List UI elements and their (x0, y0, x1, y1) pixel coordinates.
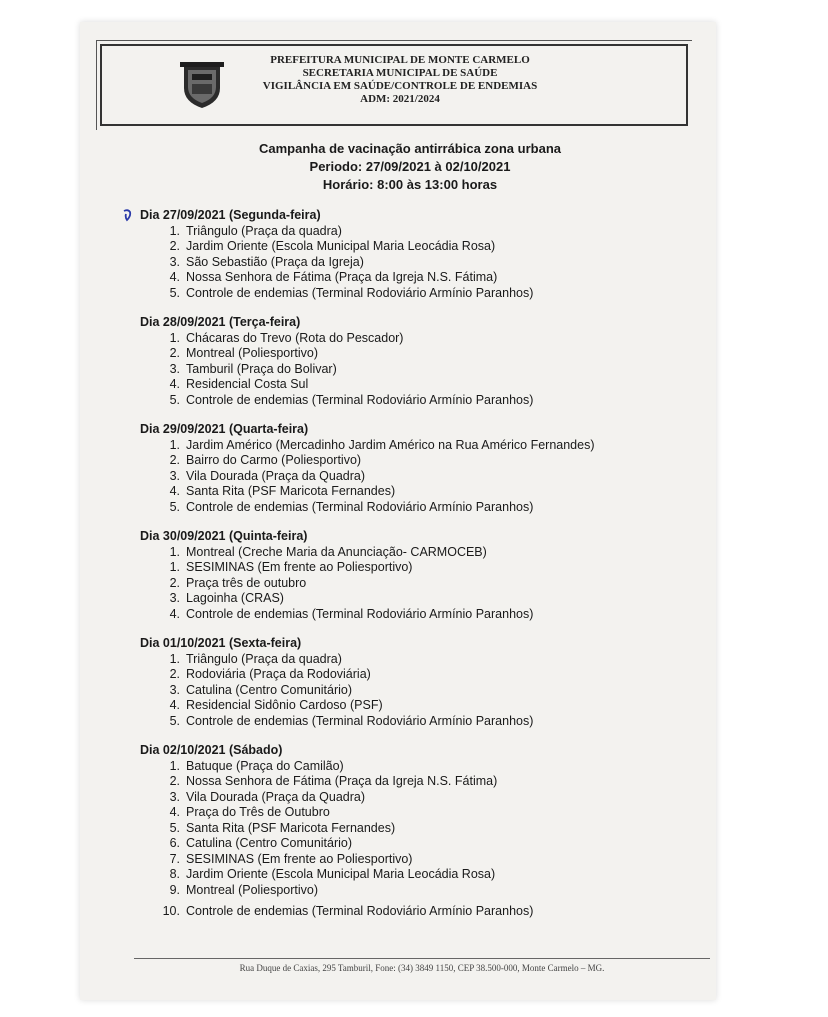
item-number: 7. (169, 851, 180, 866)
item-location: Triângulo (Praça da quadra) (186, 651, 342, 666)
item-location: SESIMINAS (Em frente ao Poliesportivo) (186, 851, 413, 866)
item-location: Montreal (Creche Maria da Anunciação- CARMOCEB) (186, 544, 487, 559)
location-list (140, 545, 700, 623)
header-line-prefeitura: PREFEITURA MUNICIPAL DE MONTE CARMELO (270, 54, 530, 66)
item-location: Jardim Oriente (Escola Municipal Maria Leocádia Rosa) (186, 867, 496, 881)
item-location: Vila Dourada (Praça da Quadra) (186, 789, 366, 804)
list-item (140, 667, 700, 683)
list-item (140, 560, 700, 576)
item-number: 9. (169, 882, 180, 897)
item-location: Residencial Costa Sul (186, 377, 309, 391)
item-location: Catulina (Centro Comunitário) (186, 682, 353, 697)
item-location: Controle de endemias (Terminal Rodoviário Armínio Paranhos) (186, 904, 534, 918)
location-list (140, 759, 700, 920)
list-item (140, 224, 700, 240)
list-item (140, 652, 700, 668)
item-number: 3. (169, 361, 180, 376)
list-item (140, 883, 700, 899)
day-title: Dia 02/10/2021 (Sábado) (140, 743, 283, 757)
item-location: Bairro do Carmo (Poliesportivo) (186, 453, 362, 467)
item-location: Praça três de outubro (186, 575, 307, 590)
list-item (140, 867, 700, 883)
list-item (140, 377, 700, 393)
list-item (140, 774, 700, 790)
item-location: Chácaras do Trevo (Rota do Pescador) (186, 330, 404, 345)
item-location: São Sebastião (Praça da Igreja) (186, 254, 364, 269)
item-number: 8. (169, 867, 180, 881)
item-number: 1. (169, 544, 180, 559)
item-number: 5. (169, 820, 180, 835)
item-location: Santa Rita (PSF Maricota Fernandes) (186, 820, 396, 835)
day-section (140, 743, 700, 920)
location-list (140, 224, 700, 302)
list-item (140, 453, 700, 469)
item-number: 3. (169, 591, 180, 605)
list-item (140, 545, 700, 561)
item-location: Controle de endemias (Terminal Rodoviário Armínio Paranhos) (186, 285, 534, 300)
item-location: Residencial Sidônio Cardoso (PSF) (186, 698, 383, 712)
item-location: Jardim Oriente (Escola Municipal Maria Leocádia Rosa) (186, 239, 496, 253)
item-location: Montreal (Poliesportivo) (186, 882, 318, 897)
item-location: Controle de endemias (Terminal Rodoviário Armínio Paranhos) (186, 499, 534, 514)
item-location: Santa Rita (PSF Maricota Fernandes) (186, 484, 396, 498)
day-title: Dia 30/09/2021 (Quinta-feira) (140, 529, 308, 543)
item-number: 4. (169, 606, 180, 621)
footer-divider (134, 958, 710, 959)
location-list (140, 331, 700, 409)
list-item (140, 683, 700, 699)
item-number: 10. (162, 904, 180, 918)
day-title: Dia 29/09/2021 (Quarta-feira) (140, 422, 309, 436)
list-item (140, 607, 700, 623)
item-number: 5. (169, 499, 180, 514)
item-location: Rodoviária (Praça da Rodoviária) (186, 667, 371, 681)
list-item (140, 836, 700, 852)
item-number: 5. (169, 392, 180, 407)
list-item (140, 821, 700, 837)
item-number: 4. (169, 377, 180, 391)
item-location: Controle de endemias (Terminal Rodoviário Armínio Paranhos) (186, 713, 534, 728)
day-section (140, 529, 700, 622)
item-location: Vila Dourada (Praça da Quadra) (186, 468, 366, 483)
header-line-secretaria: SECRETARIA MUNICIPAL DE SAÚDE (302, 67, 498, 79)
item-number: 1. (169, 651, 180, 666)
title-period: Periodo: 27/09/2021 à 02/10/2021 (309, 159, 511, 174)
item-location: Nossa Senhora de Fátima (Praça da Igreja N.S. Fátima) (186, 270, 498, 284)
list-item (140, 698, 700, 714)
item-location: Nossa Senhora de Fátima (Praça da Igreja N.S. Fátima) (186, 774, 498, 788)
item-number: 3. (169, 468, 180, 483)
item-number: 5. (169, 713, 180, 728)
location-list (140, 438, 700, 516)
document-title (200, 140, 620, 194)
item-number: 4. (169, 484, 180, 498)
day-title: Dia 01/10/2021 (Sexta-feira) (140, 636, 302, 650)
header-line-adm: ADM: 2021/2024 (360, 93, 440, 105)
list-item (140, 270, 700, 286)
list-item (140, 591, 700, 607)
list-item (140, 805, 700, 821)
title-hours: Horário: 8:00 às 13:00 horas (322, 177, 498, 192)
list-item (140, 438, 700, 454)
item-location: Controle de endemias (Terminal Rodoviário Armínio Paranhos) (186, 606, 534, 621)
item-number: 3. (169, 789, 180, 804)
item-location: Praça do Três de Outubro (186, 805, 330, 819)
item-location: Montreal (Poliesportivo) (186, 346, 318, 360)
list-item (140, 714, 700, 730)
list-item (140, 286, 700, 302)
day-title: Dia 27/09/2021 (Segunda-feira) (140, 208, 321, 222)
list-item (140, 239, 700, 255)
footer-address: Rua Duque de Caxias, 295 Tamburil, Fone: (34) 3849 1150, CEP 38.500-000, Monte Carmelo – MG. (239, 963, 605, 973)
item-number: 2. (169, 774, 180, 788)
item-number: 2. (169, 239, 180, 253)
item-number: 4. (169, 698, 180, 712)
list-item (140, 469, 700, 485)
item-location: SESIMINAS (Em frente ao Poliesportivo) (186, 560, 413, 574)
day-section (140, 315, 700, 408)
item-number: 2. (169, 667, 180, 681)
header-line-vigilancia: VIGILÂNCIA EM SAÚDE/CONTROLE DE ENDEMIAS (262, 80, 538, 92)
municipal-seal-icon (178, 60, 226, 110)
schedule (140, 208, 700, 934)
day-title: Dia 28/09/2021 (Terça-feira) (140, 315, 301, 329)
item-number: 2. (169, 575, 180, 590)
pen-mark-icon (122, 208, 134, 222)
list-item (140, 576, 700, 592)
header-text (230, 54, 570, 106)
list-item (140, 852, 700, 868)
list-item (140, 393, 700, 409)
item-number: 1. (169, 560, 180, 574)
item-number: 2. (169, 346, 180, 360)
item-number: 5. (169, 285, 180, 300)
item-location: Lagoinha (CRAS) (186, 591, 284, 605)
item-number: 6. (169, 836, 180, 850)
item-location: Triângulo (Praça da quadra) (186, 223, 342, 238)
list-item (140, 484, 700, 500)
item-location: Catulina (Centro Comunitário) (186, 836, 353, 850)
item-number: 4. (169, 270, 180, 284)
item-number: 1. (169, 330, 180, 345)
item-number: 3. (169, 254, 180, 269)
day-section (140, 208, 700, 301)
list-item (140, 362, 700, 378)
day-section (140, 636, 700, 729)
list-item (140, 346, 700, 362)
list-item (140, 500, 700, 516)
item-location: Tamburil (Praça do Bolivar) (186, 361, 337, 376)
item-number: 3. (169, 682, 180, 697)
list-item (140, 759, 700, 775)
list-item (140, 331, 700, 347)
list-item (140, 790, 700, 806)
item-location: Batuque (Praça do Camilão) (186, 758, 344, 773)
item-number: 1. (169, 758, 180, 773)
title-campaign: Campanha de vacinação antirrábica zona urbana (259, 141, 561, 156)
item-location: Controle de endemias (Terminal Rodoviário Armínio Paranhos) (186, 392, 534, 407)
day-section (140, 422, 700, 515)
item-number: 4. (169, 805, 180, 819)
item-number: 1. (169, 223, 180, 238)
list-item (140, 904, 700, 920)
item-number: 1. (169, 437, 180, 452)
list-item (140, 255, 700, 271)
item-number: 2. (169, 453, 180, 467)
item-location: Jardim Américo (Mercadinho Jardim Américo na Rua Américo Fernandes) (186, 437, 595, 452)
location-list (140, 652, 700, 730)
